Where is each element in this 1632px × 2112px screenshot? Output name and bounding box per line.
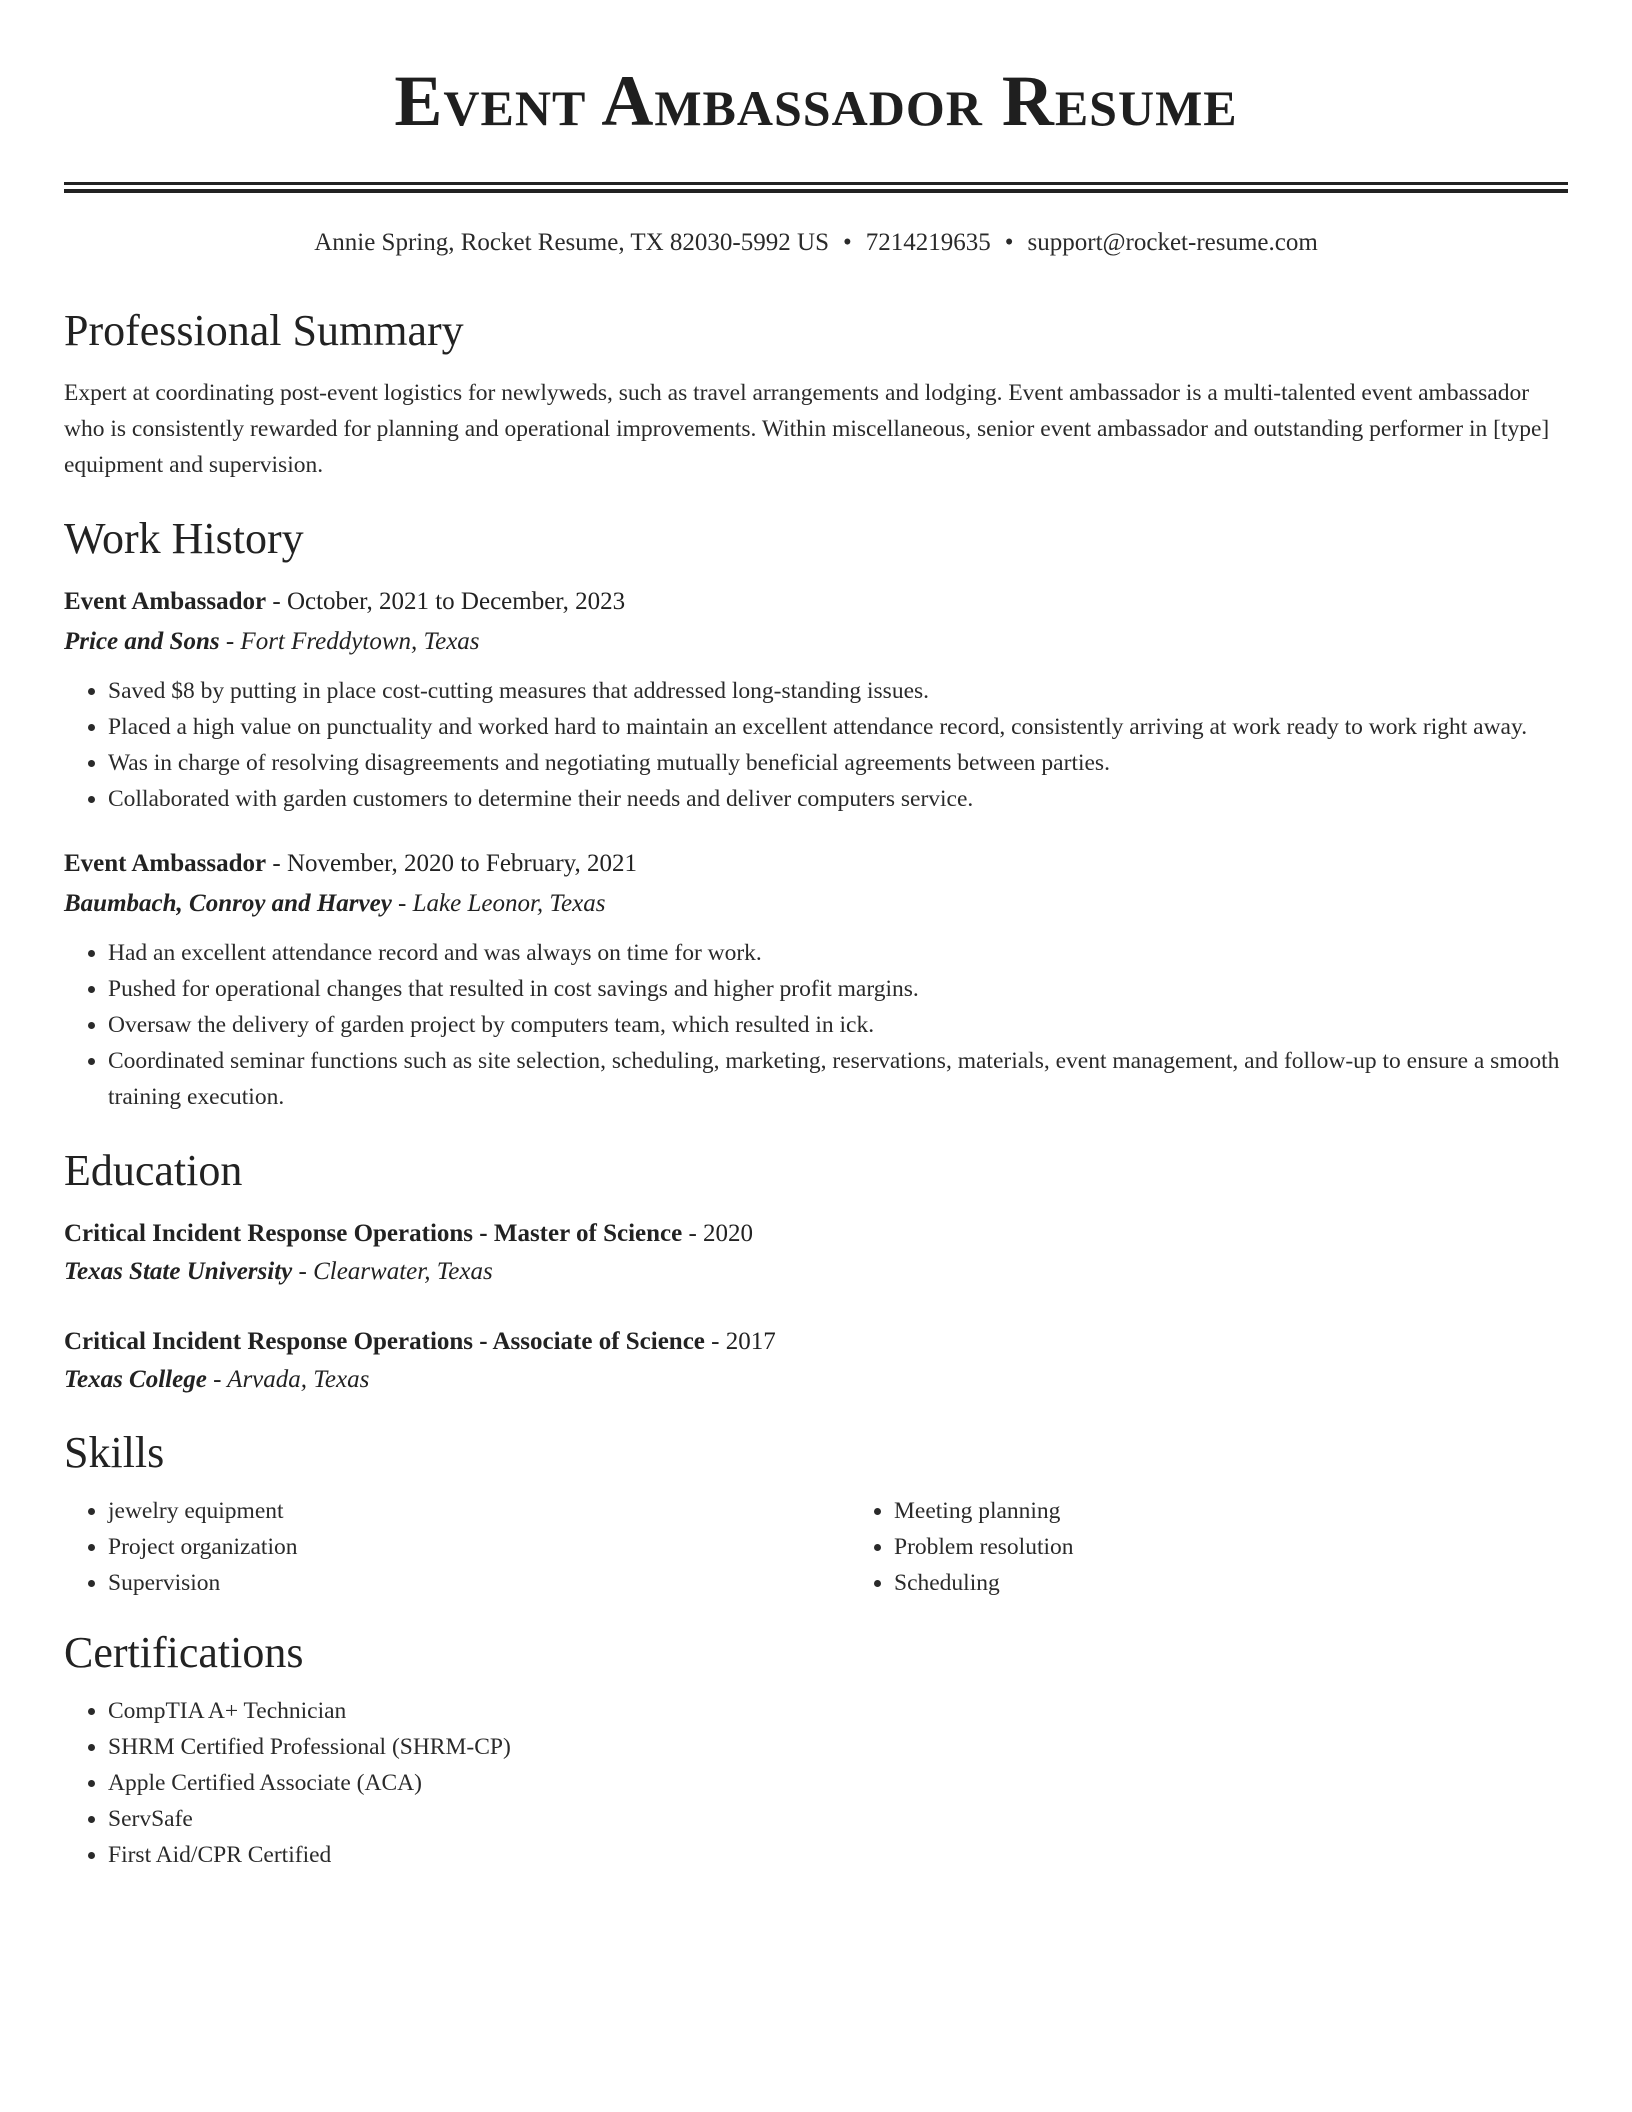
skill-item: • Meeting planning [894,1493,1568,1529]
job-location: - Lake Leonor, Texas [391,890,606,917]
section-heading-education: Education [64,1146,243,1195]
skill-item: • Supervision [108,1565,850,1601]
job-title: Event Ambassador [64,588,267,615]
education-header [64,1217,1568,1251]
certification-item: • First Aid/CPR Certified [108,1837,1568,1873]
work-history-section [64,513,1568,1115]
education-header [64,1325,1568,1359]
certification-item: • SHRM Certified Professional (SHRM-CP) [108,1729,1568,1765]
skill-item: • Problem resolution [894,1529,1568,1565]
education-section [64,1145,1568,1397]
education-entry [64,1325,1568,1397]
certifications-section [64,1627,1568,1873]
contact-separator: • [842,229,852,256]
title-divider [64,182,1568,193]
job-bullet: • Pushed for operational changes that resulted in cost savings and higher profit margins. [108,971,1568,1007]
certification-item: • Apple Certified Associate (ACA) [108,1765,1568,1801]
job-bullet: • Had an excellent attendance record and was always on time for work. [108,935,1568,971]
job-location: - Fort Freddytown, Texas [219,628,480,655]
section-heading-certifications: Certifications [64,1628,304,1677]
education-location: - Clearwater, Texas [292,1258,493,1285]
job-bullet: • Oversaw the delivery of garden project by computers team, which resulted in ick. [108,1007,1568,1043]
job-bullet: • Coordinated seminar functions such as site selection, scheduling, marketing, reservations, materials, event management, and follow-up to ensure a smooth training execution. [108,1043,1568,1115]
job-bullet: • Placed a high value on punctuality and worked hard to maintain an excellent attendance record, consistently arriving at work ready to work right away. [108,709,1568,745]
job-header [64,847,1568,881]
certification-item: • CompTIA A+ Technician [108,1693,1568,1729]
contact-line [64,227,1568,259]
education-year: - 2017 [704,1328,776,1355]
education-year: - 2020 [682,1220,754,1247]
skill-item: • Scheduling [894,1565,1568,1601]
certifications-list [64,1693,1568,1873]
job-bullet: • Collaborated with garden customers to determine their needs and deliver computers service. [108,781,1568,817]
education-school: Texas State University [64,1258,293,1285]
job-company: Baumbach, Conroy and Harvey [64,890,392,917]
education-location: - Arvada, Texas [206,1366,370,1393]
job-bullet: • Saved $8 by putting in place cost-cutting measures that addressed long-standing issues. [108,673,1568,709]
job-company: Price and Sons [64,628,220,655]
skills-grid [64,1493,1568,1601]
skills-list-left [64,1493,850,1601]
job-dates: - November, 2020 to February, 2021 [266,850,638,877]
education-degree: Critical Incident Response Operations - Associate of Science [64,1328,705,1355]
education-degree: Critical Incident Response Operations - Master of Science [64,1220,683,1247]
job-dates: - October, 2021 to December, 2023 [266,588,626,615]
job-bullets [64,935,1568,1115]
job-header [64,585,1568,619]
skill-item: • Project organization [108,1529,850,1565]
job-company-line [64,887,1568,921]
professional-summary-section [64,305,1568,483]
contact-address: Annie Spring, Rocket Resume, TX 82030-5992 US [314,229,829,256]
skill-item: • jewelry equipment [108,1493,850,1529]
job-company-line [64,625,1568,659]
section-heading-summary: Professional Summary [64,306,464,355]
education-school-line [64,1255,1568,1289]
job-bullets [64,673,1568,817]
education-entry [64,1217,1568,1289]
job-entry [64,847,1568,1115]
certification-item: • ServSafe [108,1801,1568,1837]
job-bullet: • Was in charge of resolving disagreements and negotiating mutually beneficial agreements between parties. [108,745,1568,781]
summary-text: Expert at coordinating post-event logistics for newlyweds, such as travel arrangements and lodging. Event ambassador is a multi-talented event ambassador who is consistently rewarded for planning and operational improvements. Within miscellaneous, senior event ambassador and outstanding performer in [type] equipment and supervision. [64,380,1550,478]
job-entry [64,585,1568,817]
section-heading-work: Work History [64,514,304,563]
skills-list-right [850,1493,1568,1601]
contact-separator: • [1004,229,1014,256]
education-school: Texas College [64,1366,207,1393]
job-title: Event Ambassador [64,850,267,877]
resume-title: Event Ambassador Resume [394,61,1238,141]
contact-phone: 7214219635 [865,229,991,256]
education-school-line [64,1363,1568,1397]
skills-section [64,1427,1568,1601]
contact-email: support@rocket-resume.com [1027,229,1318,256]
section-heading-skills: Skills [64,1428,165,1477]
